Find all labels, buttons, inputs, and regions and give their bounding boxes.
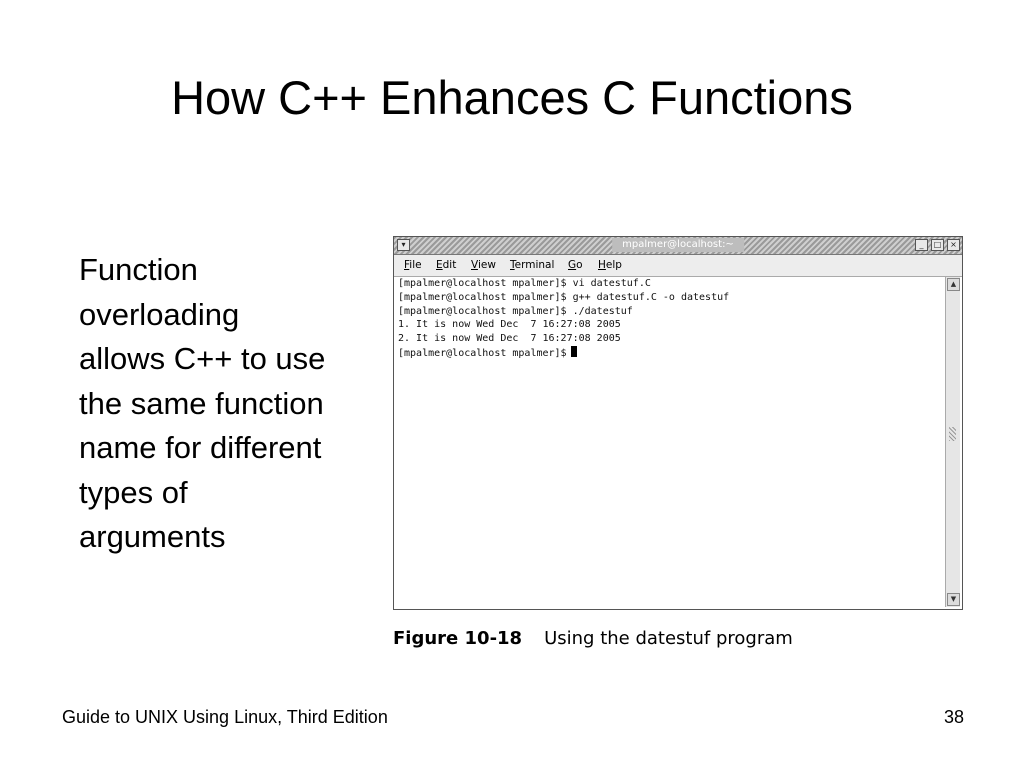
terminal-scrollbar xyxy=(945,277,960,607)
close-icon: × xyxy=(947,239,960,251)
menu-file: File xyxy=(404,259,422,271)
slide-title: How C++ Enhances C Functions xyxy=(171,71,853,124)
figure-caption-text: Using the datestuf program xyxy=(544,628,793,649)
body-line: arguments xyxy=(79,519,226,554)
maximize-icon: □ xyxy=(931,239,944,251)
terminal-line: [mpalmer@localhost mpalmer]$ g++ datestuf.C -o datestuf xyxy=(398,291,730,303)
terminal-titlebar xyxy=(394,237,962,255)
menu-edit: Edit xyxy=(436,259,457,271)
page-number: 38 xyxy=(943,707,964,727)
window-menu-icon: ▾ xyxy=(397,239,410,251)
figure-caption xyxy=(393,628,793,649)
cursor-icon xyxy=(571,346,577,357)
terminal-title: mpalmer@localhost:~ xyxy=(612,238,744,252)
figure-label: Figure 10-18 xyxy=(393,628,523,649)
body-text xyxy=(79,248,379,560)
menu-go: Go xyxy=(568,259,583,271)
body-line: the same function xyxy=(79,385,324,421)
terminal-screenshot xyxy=(393,236,963,610)
scroll-grip-icon xyxy=(949,427,956,441)
terminal-line: 1. It is now Wed Dec 7 16:27:08 2005 xyxy=(398,319,621,331)
terminal-line: [mpalmer@localhost mpalmer]$ vi datestuf.C xyxy=(398,278,651,289)
body-line: overloading xyxy=(79,296,240,332)
terminal-prompt: [mpalmer@localhost mpalmer]$ xyxy=(398,347,567,359)
minimize-icon: _ xyxy=(915,239,928,251)
body-line: allows C++ to use xyxy=(79,341,326,376)
scroll-up-icon: ▲ xyxy=(947,278,960,291)
footer-book-title: Guide to UNIX Using Linux, Third Edition xyxy=(62,707,388,727)
body-line: name for different xyxy=(79,430,322,465)
terminal-line: [mpalmer@localhost mpalmer]$ ./datestuf xyxy=(398,305,633,317)
menu-terminal: Terminal xyxy=(510,259,555,271)
body-line: Function xyxy=(79,252,198,287)
body-line: types of xyxy=(79,474,188,510)
terminal-menubar xyxy=(394,255,962,277)
terminal-output xyxy=(396,277,944,607)
scroll-down-icon: ▼ xyxy=(947,593,960,606)
terminal-prompt-line xyxy=(398,346,944,361)
menu-help: Help xyxy=(598,259,622,271)
terminal-line: 2. It is now Wed Dec 7 16:27:08 2005 xyxy=(398,333,621,345)
menu-view: View xyxy=(471,259,496,271)
